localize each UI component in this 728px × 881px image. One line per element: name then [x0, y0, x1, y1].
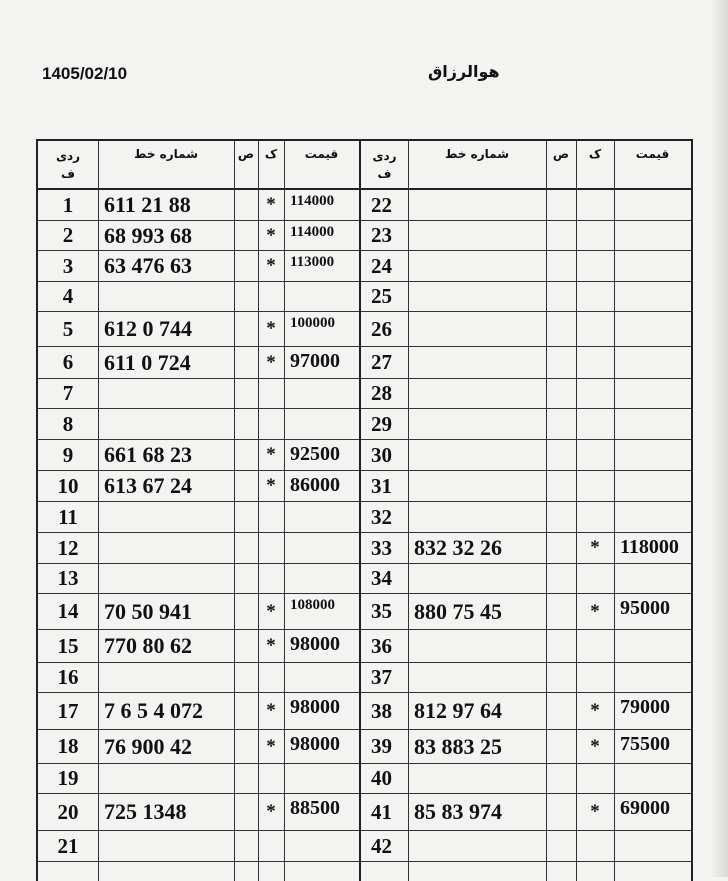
- price: [620, 282, 691, 311]
- row-number: 22: [371, 192, 392, 217]
- line-number: [414, 663, 546, 692]
- price: 86000: [290, 474, 340, 496]
- table-row: [38, 471, 359, 502]
- line-number: 76 900 42: [104, 733, 192, 759]
- row-number: 1: [62, 192, 74, 217]
- row-number: 13: [57, 566, 79, 590]
- price: 92500: [290, 443, 340, 465]
- asterisk-mark: [576, 502, 614, 532]
- price: [620, 564, 691, 593]
- price: [290, 379, 359, 408]
- asterisk-mark: [576, 282, 614, 311]
- asterisk-mark: [576, 440, 614, 470]
- line-number: 70 50 941: [104, 598, 192, 624]
- line-number: [414, 440, 546, 470]
- table-row: [38, 282, 359, 312]
- row-number: 32: [371, 504, 392, 529]
- table-row: [38, 831, 359, 862]
- table-row: [361, 663, 691, 693]
- line-number: 613 67 24: [104, 473, 192, 498]
- s-cell: [234, 440, 258, 470]
- table-row: [38, 794, 359, 831]
- row-number: 21: [57, 833, 79, 858]
- table-row: [38, 663, 359, 693]
- asterisk-mark: *: [266, 475, 276, 496]
- header-line-number: شماره خط: [444, 147, 510, 161]
- table-row: [38, 221, 359, 251]
- asterisk-mark: [258, 502, 284, 532]
- s-cell: [546, 190, 576, 220]
- price: 118000: [620, 536, 679, 558]
- table-row: [361, 764, 691, 794]
- row-number: 8: [62, 411, 74, 436]
- s-cell: [234, 764, 258, 793]
- table-row: [38, 409, 359, 440]
- row-number: 9: [62, 442, 74, 467]
- row-number: 28: [371, 381, 392, 405]
- asterisk-mark: *: [266, 255, 276, 276]
- header-s: ص: [552, 147, 570, 161]
- table-row: [361, 282, 691, 312]
- table-row: [38, 190, 359, 221]
- s-cell: [546, 282, 576, 311]
- row-number: 23: [371, 223, 392, 247]
- price: 113000: [290, 254, 335, 270]
- s-cell: [546, 533, 576, 563]
- document-title: هوالرزاق: [428, 62, 500, 81]
- table-row: [38, 379, 359, 409]
- line-number: [414, 471, 546, 501]
- row-number: 27: [371, 350, 392, 374]
- asterisk-mark: [576, 190, 614, 220]
- row-number: 41: [371, 799, 392, 824]
- row-number: 26: [371, 316, 392, 341]
- line-number: [414, 764, 546, 793]
- asterisk-mark: [576, 831, 614, 861]
- price: 114000: [290, 193, 335, 209]
- table-row: [361, 440, 691, 471]
- s-cell: [546, 663, 576, 692]
- line-number: [104, 831, 234, 861]
- asterisk-mark: [258, 379, 284, 408]
- row-number: 37: [371, 665, 392, 689]
- row-number: 39: [371, 734, 392, 758]
- s-cell: [234, 663, 258, 692]
- asterisk-mark: *: [590, 735, 600, 757]
- price: [620, 190, 691, 220]
- line-number: [104, 379, 234, 408]
- header-k: ک: [264, 147, 278, 161]
- price: [620, 440, 691, 470]
- s-cell: [546, 409, 576, 439]
- row-number: 16: [57, 665, 79, 689]
- row-number: 24: [371, 253, 392, 278]
- table-row: [361, 251, 691, 282]
- row-number: 17: [57, 698, 79, 723]
- s-cell: [546, 831, 576, 861]
- price: [620, 221, 691, 250]
- price: 98000: [290, 696, 340, 718]
- price-table: [36, 139, 693, 881]
- table-row: [38, 312, 359, 347]
- price: 98000: [290, 733, 340, 755]
- line-number: 812 97 64: [414, 698, 502, 723]
- s-cell: [234, 282, 258, 311]
- price: [290, 764, 359, 793]
- table-row: [361, 831, 691, 862]
- table-row: [38, 730, 359, 764]
- line-number: [414, 409, 546, 439]
- row-number: 30: [371, 442, 392, 467]
- asterisk-mark: *: [590, 537, 600, 558]
- s-cell: [546, 564, 576, 593]
- table-left-half: [38, 141, 361, 881]
- s-cell: [234, 794, 258, 830]
- row-number: 25: [371, 284, 392, 308]
- price: [620, 471, 691, 501]
- row-number: 14: [57, 599, 79, 623]
- row-number: 40: [371, 766, 392, 790]
- s-cell: [234, 347, 258, 378]
- s-cell: [546, 312, 576, 346]
- table-row: [361, 730, 691, 764]
- s-cell: [546, 221, 576, 250]
- asterisk-mark: [258, 564, 284, 593]
- asterisk-mark: [576, 221, 614, 250]
- table-row: [361, 630, 691, 663]
- line-number: [414, 221, 546, 250]
- line-number: 83 883 25: [414, 733, 502, 759]
- table-row: [38, 764, 359, 794]
- row-number: 38: [371, 698, 392, 723]
- s-cell: [546, 251, 576, 281]
- row-number: 3: [62, 253, 74, 278]
- table-row: [361, 502, 691, 533]
- line-number: 611 0 724: [104, 349, 191, 375]
- row-number: 36: [371, 633, 392, 658]
- asterisk-mark: [576, 471, 614, 501]
- asterisk-mark: *: [590, 801, 600, 822]
- line-number: [414, 564, 546, 593]
- asterisk-mark: [258, 831, 284, 861]
- table-row: [361, 594, 691, 630]
- asterisk-mark: *: [266, 224, 276, 246]
- s-cell: [546, 471, 576, 501]
- s-cell: [546, 440, 576, 470]
- asterisk-mark: [258, 764, 284, 793]
- row-number: 2: [62, 223, 74, 247]
- asterisk-mark: *: [266, 600, 276, 622]
- row-number: 35: [371, 599, 392, 623]
- row-number: 15: [57, 633, 79, 658]
- s-cell: [234, 831, 258, 861]
- asterisk-mark: [258, 533, 284, 563]
- table-row: [38, 533, 359, 564]
- asterisk-mark: [576, 663, 614, 692]
- asterisk-mark: *: [266, 194, 276, 215]
- price: 108000: [290, 597, 335, 613]
- row-number: 29: [371, 411, 392, 436]
- price: [620, 502, 691, 532]
- table-row: [38, 502, 359, 533]
- row-number: 34: [371, 566, 392, 590]
- asterisk-mark: *: [266, 444, 276, 465]
- price: [620, 831, 691, 861]
- line-number: [414, 312, 546, 346]
- row-number: 11: [58, 504, 78, 529]
- header-price: قیمت: [635, 147, 670, 161]
- line-number: [104, 282, 234, 311]
- asterisk-mark: *: [266, 700, 276, 721]
- asterisk-mark: *: [590, 700, 600, 721]
- row-number: 12: [57, 535, 79, 560]
- asterisk-mark: [258, 282, 284, 311]
- price: [290, 663, 359, 692]
- line-number: [104, 409, 234, 439]
- table-row: [38, 251, 359, 282]
- line-number: 85 83 974: [414, 799, 502, 824]
- document-date: 1405/02/10: [42, 64, 128, 83]
- row-number: 20: [57, 799, 79, 824]
- table-row: [361, 693, 691, 730]
- row-number: 33: [371, 535, 392, 560]
- line-number: [104, 502, 234, 532]
- price: [290, 533, 359, 563]
- s-cell: [546, 693, 576, 729]
- header-row-number: ردی ف: [372, 149, 397, 181]
- price: 95000: [620, 597, 670, 619]
- line-number: 725 1348: [104, 799, 187, 824]
- table-row: [361, 221, 691, 251]
- table-row: [361, 190, 691, 221]
- row-number: 7: [62, 381, 74, 405]
- price: [290, 564, 359, 593]
- asterisk-mark: [576, 347, 614, 378]
- s-cell: [546, 630, 576, 662]
- price: [620, 312, 691, 346]
- s-cell: [546, 502, 576, 532]
- table-right-half: [361, 141, 691, 881]
- asterisk-mark: [576, 379, 614, 408]
- asterisk-mark: [576, 409, 614, 439]
- s-cell: [546, 794, 576, 830]
- line-number: [414, 347, 546, 378]
- asterisk-mark: [576, 630, 614, 662]
- asterisk-mark: [576, 312, 614, 346]
- row-number: 31: [371, 473, 392, 498]
- asterisk-mark: *: [266, 635, 276, 656]
- s-cell: [234, 312, 258, 346]
- table-row: [361, 379, 691, 409]
- s-cell: [234, 251, 258, 281]
- line-number: [414, 190, 546, 220]
- header-price: قیمت: [304, 147, 339, 161]
- price: 69000: [620, 797, 670, 819]
- s-cell: [234, 379, 258, 408]
- table-row: [361, 471, 691, 502]
- price: [620, 764, 691, 793]
- s-cell: [546, 594, 576, 629]
- header-k: ک: [588, 147, 602, 161]
- table-row: [361, 409, 691, 440]
- line-number: [414, 379, 546, 408]
- s-cell: [234, 471, 258, 501]
- s-cell: [234, 594, 258, 629]
- row-number: 18: [57, 734, 79, 758]
- price: 88500: [290, 797, 340, 819]
- table-row: [361, 794, 691, 831]
- price: [620, 379, 691, 408]
- s-cell: [234, 564, 258, 593]
- line-number: 770 80 62: [104, 633, 192, 658]
- row-number: 42: [371, 833, 392, 858]
- asterisk-mark: *: [266, 351, 276, 373]
- table-header: [361, 141, 691, 190]
- table-row: [38, 440, 359, 471]
- row-number: 6: [62, 350, 74, 374]
- line-number: [414, 251, 546, 281]
- line-number: [104, 564, 234, 593]
- table-row: [38, 594, 359, 630]
- line-number: 7 6 5 4 072: [104, 698, 203, 723]
- table-row: [361, 312, 691, 347]
- line-number: [414, 630, 546, 662]
- s-cell: [546, 764, 576, 793]
- price: [290, 831, 359, 861]
- asterisk-mark: *: [266, 318, 276, 339]
- asterisk-mark: *: [266, 735, 276, 757]
- s-cell: [234, 533, 258, 563]
- line-number: 661 68 23: [104, 442, 192, 467]
- asterisk-mark: [576, 764, 614, 793]
- s-cell: [234, 190, 258, 220]
- asterisk-mark: [576, 564, 614, 593]
- line-number: [414, 282, 546, 311]
- s-cell: [234, 409, 258, 439]
- price: 98000: [290, 633, 340, 655]
- s-cell: [234, 693, 258, 729]
- table-row: [361, 564, 691, 594]
- table-row: [361, 533, 691, 564]
- line-number: 611 21 88: [104, 192, 191, 217]
- table-row: [361, 347, 691, 379]
- row-number: 10: [57, 473, 79, 498]
- asterisk-mark: [258, 409, 284, 439]
- row-number: 5: [62, 316, 74, 341]
- row-number: 4: [62, 284, 74, 308]
- row-number: 19: [57, 766, 79, 790]
- price: [290, 502, 359, 532]
- price: [620, 409, 691, 439]
- table-row: [38, 630, 359, 663]
- price: 97000: [290, 350, 340, 372]
- s-cell: [234, 221, 258, 250]
- price: 75500: [620, 733, 670, 755]
- asterisk-mark: [576, 251, 614, 281]
- line-number: 832 32 26: [414, 535, 502, 560]
- price: [620, 347, 691, 378]
- price: 79000: [620, 696, 670, 718]
- s-cell: [546, 379, 576, 408]
- s-cell: [546, 347, 576, 378]
- header-row-number: ردی ف: [55, 149, 81, 181]
- price: [620, 663, 691, 692]
- line-number: 880 75 45: [414, 598, 502, 624]
- line-number: [414, 831, 546, 861]
- price: [290, 409, 359, 439]
- line-number: [414, 502, 546, 532]
- asterisk-mark: *: [590, 600, 600, 622]
- asterisk-mark: *: [266, 801, 276, 822]
- table-header: [38, 141, 359, 190]
- s-cell: [234, 730, 258, 763]
- s-cell: [234, 502, 258, 532]
- line-number: 612 0 744: [104, 316, 192, 341]
- price: [620, 251, 691, 281]
- asterisk-mark: [258, 663, 284, 692]
- s-cell: [546, 730, 576, 763]
- table-row: [38, 564, 359, 594]
- line-number: [104, 663, 234, 692]
- line-number: [104, 764, 234, 793]
- page-edge: [710, 0, 728, 877]
- table-row: [38, 347, 359, 379]
- line-number: 68 993 68: [104, 222, 192, 248]
- price: [290, 282, 359, 311]
- header-line-number: شماره خط: [133, 147, 199, 161]
- line-number: [104, 533, 234, 563]
- table-row: [38, 693, 359, 730]
- header-s: ص: [237, 147, 255, 161]
- price: [620, 630, 691, 662]
- s-cell: [234, 630, 258, 662]
- line-number: 63 476 63: [104, 253, 192, 278]
- price: 100000: [290, 315, 335, 331]
- price: 114000: [290, 224, 335, 240]
